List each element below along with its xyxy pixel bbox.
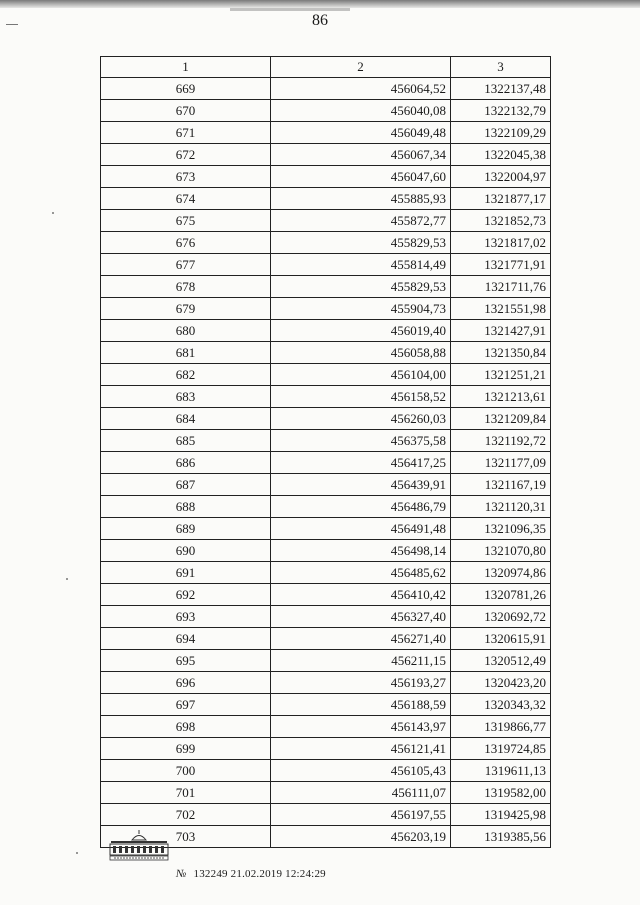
table-row <box>101 232 551 254</box>
x-coordinate-cell: 456193,27 <box>271 672 451 694</box>
point-number-cell: 678 <box>101 276 271 298</box>
table-row <box>101 298 551 320</box>
x-coordinate-cell: 456327,40 <box>271 606 451 628</box>
x-coordinate-cell: 456417,25 <box>271 452 451 474</box>
point-number-cell: 694 <box>101 628 271 650</box>
table-row <box>101 496 551 518</box>
table-row <box>101 606 551 628</box>
x-coordinate-cell: 456197,55 <box>271 804 451 826</box>
building-emblem-icon <box>108 828 170 862</box>
x-coordinate-cell: 456485,62 <box>271 562 451 584</box>
point-number-cell: 675 <box>101 210 271 232</box>
x-coordinate-cell: 456498,14 <box>271 540 451 562</box>
point-number-cell: 696 <box>101 672 271 694</box>
x-coordinate-cell: 456260,03 <box>271 408 451 430</box>
x-coordinate-cell: 455872,77 <box>271 210 451 232</box>
table-row <box>101 672 551 694</box>
point-number-cell: 683 <box>101 386 271 408</box>
point-number-cell: 701 <box>101 782 271 804</box>
point-number-cell: 690 <box>101 540 271 562</box>
table-row <box>101 782 551 804</box>
table-row <box>101 144 551 166</box>
point-number-cell: 671 <box>101 122 271 144</box>
y-coordinate-cell: 1321427,91 <box>451 320 551 342</box>
x-coordinate-cell: 456067,34 <box>271 144 451 166</box>
y-coordinate-cell: 1321120,31 <box>451 496 551 518</box>
column-header-1: 1 <box>101 57 271 78</box>
x-coordinate-cell: 456058,88 <box>271 342 451 364</box>
point-number-cell: 681 <box>101 342 271 364</box>
table-row <box>101 562 551 584</box>
point-number-cell: 670 <box>101 100 271 122</box>
point-number-cell: 689 <box>101 518 271 540</box>
table-row <box>101 188 551 210</box>
y-coordinate-cell: 1320692,72 <box>451 606 551 628</box>
point-number-cell: 691 <box>101 562 271 584</box>
x-coordinate-cell: 456410,42 <box>271 584 451 606</box>
point-number-cell: 692 <box>101 584 271 606</box>
point-number-cell: 703 <box>101 826 271 848</box>
table-row <box>101 364 551 386</box>
table-row <box>101 804 551 826</box>
point-number-cell: 673 <box>101 166 271 188</box>
column-header-3: 3 <box>451 57 551 78</box>
scan-speck <box>66 578 68 580</box>
table-row <box>101 694 551 716</box>
table-row <box>101 386 551 408</box>
y-coordinate-cell: 1321711,76 <box>451 276 551 298</box>
scan-speck <box>76 852 78 854</box>
y-coordinate-cell: 1320343,32 <box>451 694 551 716</box>
x-coordinate-cell: 456104,00 <box>271 364 451 386</box>
point-number-cell: 688 <box>101 496 271 518</box>
point-number-cell: 680 <box>101 320 271 342</box>
y-coordinate-cell: 1322004,97 <box>451 166 551 188</box>
point-number-cell: 700 <box>101 760 271 782</box>
point-number-cell: 693 <box>101 606 271 628</box>
scan-edge-mark <box>230 8 350 11</box>
point-number-cell: 677 <box>101 254 271 276</box>
x-coordinate-cell: 456049,48 <box>271 122 451 144</box>
table-row <box>101 210 551 232</box>
y-coordinate-cell: 1321177,09 <box>451 452 551 474</box>
x-coordinate-cell: 456158,52 <box>271 386 451 408</box>
point-number-cell: 698 <box>101 716 271 738</box>
y-coordinate-cell: 1319866,77 <box>451 716 551 738</box>
x-coordinate-cell: 456121,41 <box>271 738 451 760</box>
scan-speck <box>52 212 54 214</box>
point-number-cell: 672 <box>101 144 271 166</box>
y-coordinate-cell: 1321209,84 <box>451 408 551 430</box>
signature-mark: № <box>176 868 187 880</box>
point-number-cell: 687 <box>101 474 271 496</box>
x-coordinate-cell: 456188,59 <box>271 694 451 716</box>
y-coordinate-cell: 1321096,35 <box>451 518 551 540</box>
table-header-row <box>101 57 551 78</box>
point-number-cell: 695 <box>101 650 271 672</box>
x-coordinate-cell: 456040,08 <box>271 100 451 122</box>
table-row <box>101 320 551 342</box>
y-coordinate-cell: 1320423,20 <box>451 672 551 694</box>
point-number-cell: 674 <box>101 188 271 210</box>
table-row <box>101 540 551 562</box>
x-coordinate-cell: 456064,52 <box>271 78 451 100</box>
y-coordinate-cell: 1322045,38 <box>451 144 551 166</box>
y-coordinate-cell: 1321251,21 <box>451 364 551 386</box>
table-row <box>101 430 551 452</box>
scan-edge-shadow <box>0 0 640 8</box>
x-coordinate-cell: 456271,40 <box>271 628 451 650</box>
y-coordinate-cell: 1321167,19 <box>451 474 551 496</box>
x-coordinate-cell: 456491,48 <box>271 518 451 540</box>
table-row <box>101 518 551 540</box>
x-coordinate-cell: 456019,40 <box>271 320 451 342</box>
table-row <box>101 650 551 672</box>
point-number-cell: 676 <box>101 232 271 254</box>
y-coordinate-cell: 1321877,17 <box>451 188 551 210</box>
y-coordinate-cell: 1321817,02 <box>451 232 551 254</box>
table-row <box>101 166 551 188</box>
x-coordinate-cell: 456211,15 <box>271 650 451 672</box>
y-coordinate-cell: 1320781,26 <box>451 584 551 606</box>
x-coordinate-cell: 456143,97 <box>271 716 451 738</box>
y-coordinate-cell: 1322132,79 <box>451 100 551 122</box>
x-coordinate-cell: 456203,19 <box>271 826 451 848</box>
table-row <box>101 254 551 276</box>
y-coordinate-cell: 1322109,29 <box>451 122 551 144</box>
table-row <box>101 78 551 100</box>
y-coordinate-cell: 1320615,91 <box>451 628 551 650</box>
table-row <box>101 276 551 298</box>
page-number: 86 <box>312 12 328 29</box>
point-number-cell: 679 <box>101 298 271 320</box>
y-coordinate-cell: 1319425,98 <box>451 804 551 826</box>
y-coordinate-cell: 1321213,61 <box>451 386 551 408</box>
x-coordinate-cell: 456439,91 <box>271 474 451 496</box>
x-coordinate-cell: 456111,07 <box>271 782 451 804</box>
table-row <box>101 100 551 122</box>
table-row <box>101 584 551 606</box>
document-footer <box>176 868 326 880</box>
x-coordinate-cell: 456105,43 <box>271 760 451 782</box>
table-row <box>101 452 551 474</box>
table-body <box>101 78 551 848</box>
y-coordinate-cell: 1321070,80 <box>451 540 551 562</box>
y-coordinate-cell: 1322137,48 <box>451 78 551 100</box>
y-coordinate-cell: 1320512,49 <box>451 650 551 672</box>
y-coordinate-cell: 1321852,73 <box>451 210 551 232</box>
x-coordinate-cell: 455904,73 <box>271 298 451 320</box>
x-coordinate-cell: 456375,58 <box>271 430 451 452</box>
point-number-cell: 697 <box>101 694 271 716</box>
y-coordinate-cell: 1319385,56 <box>451 826 551 848</box>
x-coordinate-cell: 455814,49 <box>271 254 451 276</box>
column-header-2: 2 <box>271 57 451 78</box>
y-coordinate-cell: 1321551,98 <box>451 298 551 320</box>
table-row <box>101 122 551 144</box>
y-coordinate-cell: 1321192,72 <box>451 430 551 452</box>
footer-registration: 132249 21.02.2019 12:24:29 <box>193 868 326 880</box>
table-row <box>101 474 551 496</box>
point-number-cell: 684 <box>101 408 271 430</box>
coordinates-table <box>100 56 551 848</box>
table-row <box>101 628 551 650</box>
y-coordinate-cell: 1319611,13 <box>451 760 551 782</box>
point-number-cell: 686 <box>101 452 271 474</box>
table-row <box>101 342 551 364</box>
x-coordinate-cell: 456047,60 <box>271 166 451 188</box>
x-coordinate-cell: 455829,53 <box>271 276 451 298</box>
point-number-cell: 702 <box>101 804 271 826</box>
table-row <box>101 408 551 430</box>
y-coordinate-cell: 1321350,84 <box>451 342 551 364</box>
point-number-cell: 669 <box>101 78 271 100</box>
y-coordinate-cell: 1321771,91 <box>451 254 551 276</box>
table-row <box>101 716 551 738</box>
y-coordinate-cell: 1319582,00 <box>451 782 551 804</box>
point-number-cell: 699 <box>101 738 271 760</box>
table-row <box>101 760 551 782</box>
x-coordinate-cell: 455885,93 <box>271 188 451 210</box>
table-row <box>101 738 551 760</box>
y-coordinate-cell: 1319724,85 <box>451 738 551 760</box>
point-number-cell: 685 <box>101 430 271 452</box>
point-number-cell: 682 <box>101 364 271 386</box>
x-coordinate-cell: 455829,53 <box>271 232 451 254</box>
y-coordinate-cell: 1320974,86 <box>451 562 551 584</box>
x-coordinate-cell: 456486,79 <box>271 496 451 518</box>
